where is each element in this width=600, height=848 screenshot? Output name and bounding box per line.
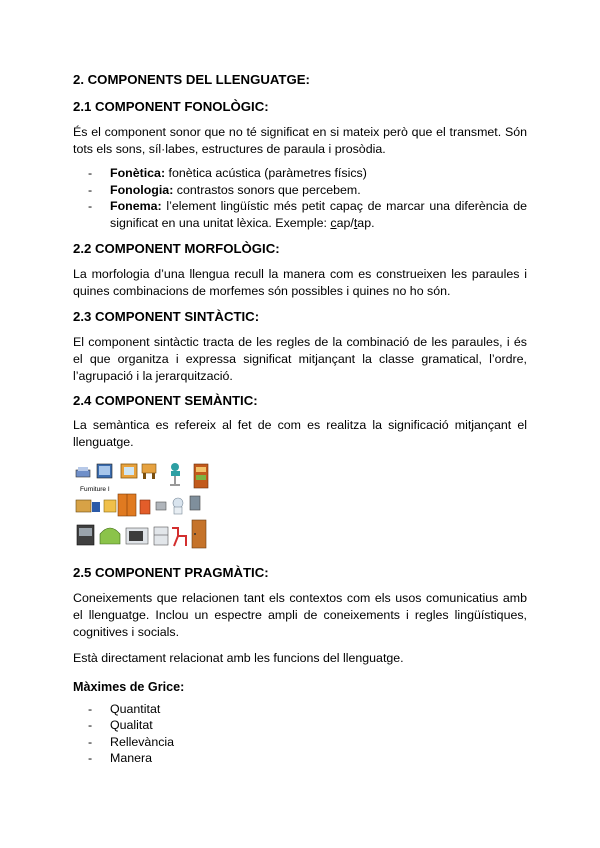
paragraph-pragmatic-1: Coneixements que relacionen tant els contextos com els usos comunicatius amb el llenguatge. Inclou un espectre ampli de coneixements i regles lingüístiques, cognitives i socials. — [73, 591, 527, 639]
maxim-quantitat: Quantitat — [110, 702, 161, 716]
example-ap1: ap/ — [336, 216, 354, 230]
term-fonetica: Fonètica: — [110, 166, 166, 180]
maxim-item — [88, 701, 527, 718]
paragraph-fonologic: És el component sonor que no té significat en si mateix però que el transmet. Són tots els sons, síl·labes, estructures de paraula i prosòdia. — [73, 125, 527, 156]
list-item-fonetica — [88, 165, 527, 182]
paragraph-sintactic: El component sintàctic tracta de les regles de la combinació de les paraules, i és el que organitza i expressa significat mitjançant la classe gramatical, l’ordre, l’agrupació i la jerarquització. — [73, 335, 527, 383]
example-t: t — [353, 216, 358, 230]
list-dash: - — [88, 702, 93, 716]
document-title: 2. COMPONENTS DEL LLENGUATGE: — [73, 72, 310, 87]
maxim-item — [88, 734, 527, 751]
term-fonema: Fonema: — [110, 199, 162, 213]
image-caption: Furniture I — [80, 486, 110, 493]
section-heading-pragmatic: 2.5 COMPONENT PRAGMÀTIC: — [73, 565, 269, 580]
furniture-illustration — [74, 462, 214, 552]
paragraph-pragmatic-2: Està directament relacionat amb les funcions del llenguatge. — [73, 651, 404, 665]
list-dash: - — [88, 183, 93, 197]
section-heading-morfologic: 2.2 COMPONENT MORFOLÒGIC: — [73, 241, 280, 256]
term-fonologia: Fonologia: — [110, 183, 174, 197]
maxim-manera: Manera — [110, 751, 153, 765]
list-item-fonema — [88, 198, 527, 232]
definition-fonologia: contrastos sonors que percebem. — [173, 183, 361, 197]
maxim-item — [88, 750, 527, 767]
list-item-fonologia — [88, 182, 527, 199]
maxim-item — [88, 717, 527, 734]
section-heading-fonologic: 2.1 COMPONENT FONOLÒGIC: — [73, 99, 269, 114]
maxim-rellevancia: Rellevància — [110, 735, 175, 749]
paragraph-semantic: La semàntica es refereix al fet de com es realitza la significació mitjançant el llenguatge. — [73, 418, 527, 449]
paragraph-morfologic: La morfologia d’una llengua recull la manera com es construeixen les paraules i quines combinacions de morfemes són possibles i quines no ho són. — [73, 267, 527, 298]
definition-fonetica: fonètica acústica (paràmetres físics) — [165, 166, 367, 180]
list-dash: - — [88, 718, 93, 732]
list-dash: - — [88, 166, 93, 180]
example-c: c — [330, 216, 337, 230]
subheading-grice: Màximes de Grice: — [73, 680, 185, 694]
list-dash: - — [88, 199, 93, 213]
section-heading-semantic: 2.4 COMPONENT SEMÀNTIC: — [73, 393, 258, 408]
section-heading-sintactic: 2.3 COMPONENT SINTÀCTIC: — [73, 309, 260, 324]
maxim-qualitat: Qualitat — [110, 718, 153, 732]
list-dash: - — [88, 735, 93, 749]
definition-fonema: l’element lingüístic més petit capaç de marcar una diferència de significat en una unitat lèxica. Exemple: — [110, 199, 527, 230]
list-dash: - — [88, 751, 93, 765]
example-ap2: ap. — [357, 216, 375, 230]
